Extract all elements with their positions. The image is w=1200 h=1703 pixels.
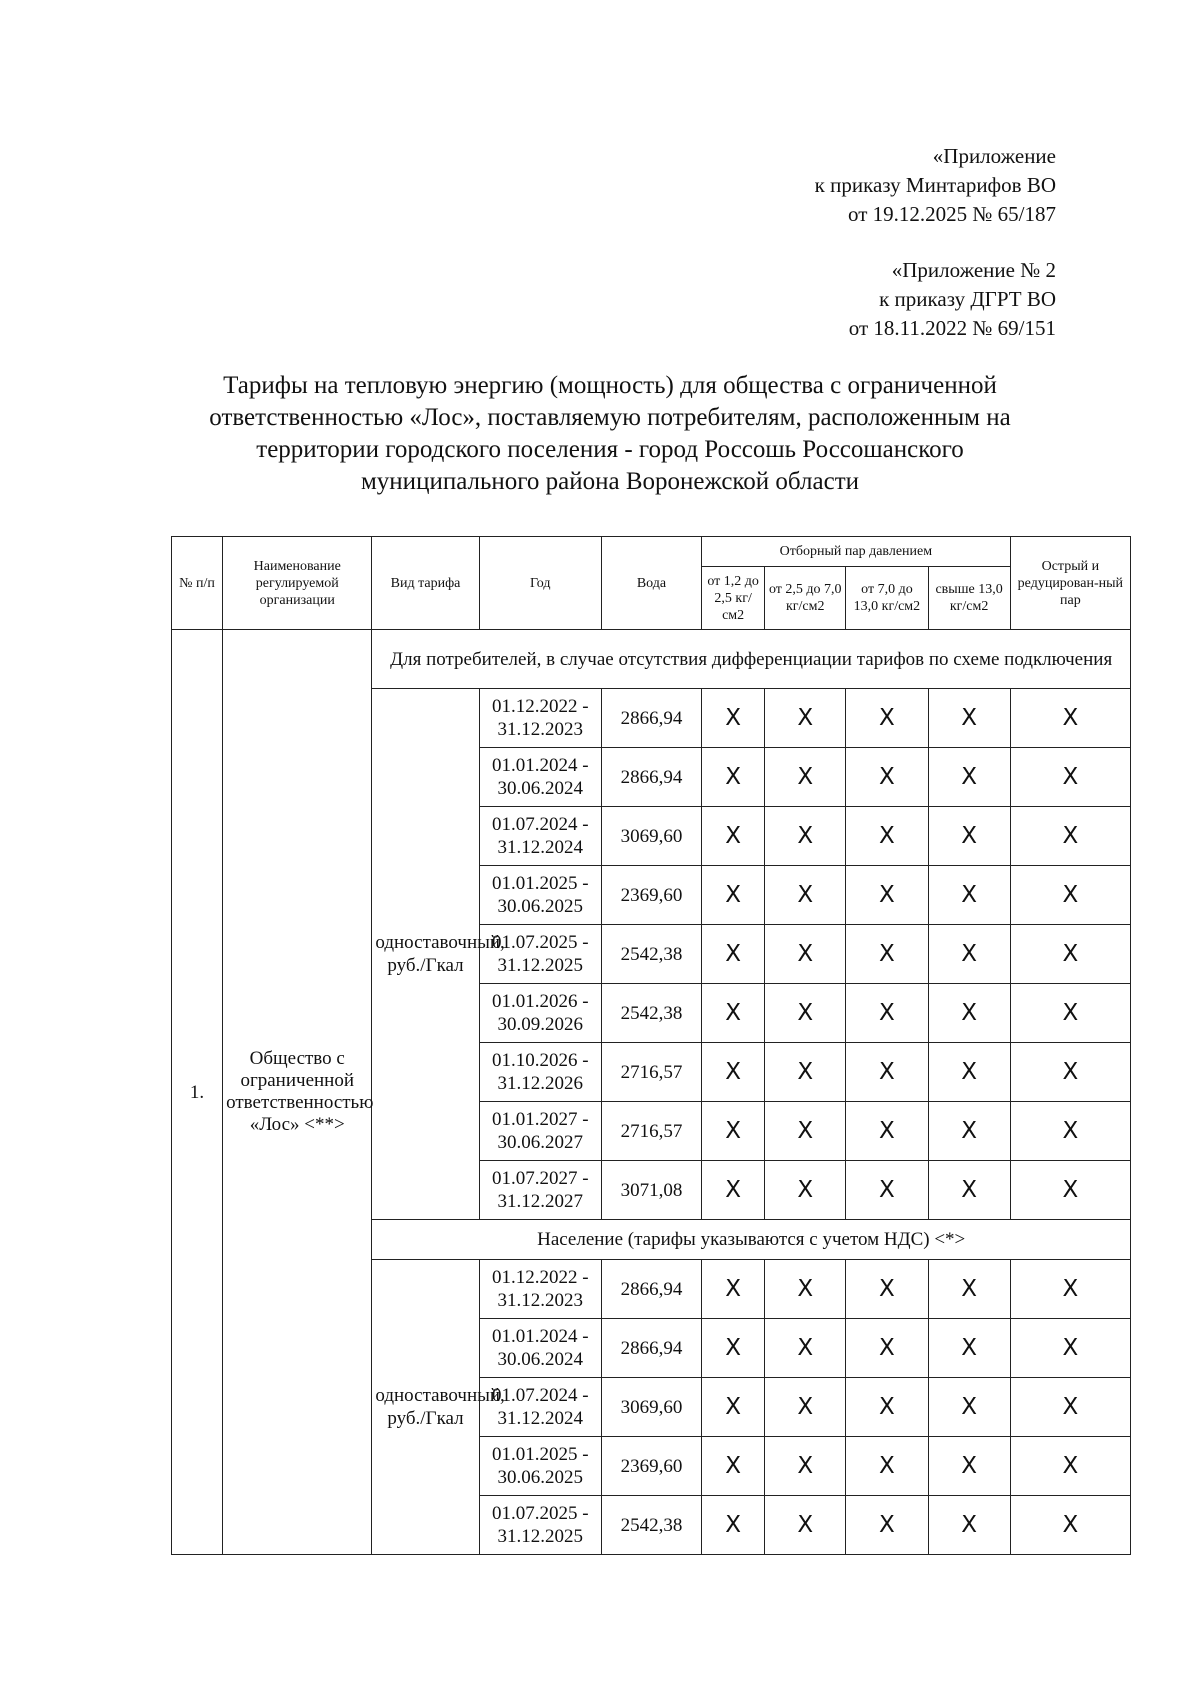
water-tariff-cell: 2369,60 (601, 866, 701, 925)
appendix-header-line: от 18.11.2022 № 69/151 (848, 316, 1056, 340)
not-applicable-mark: X (702, 1043, 765, 1102)
water-tariff-cell: 2369,60 (601, 1437, 701, 1496)
column-header-year: Год (479, 537, 601, 630)
appendix-header-line: от 19.12.2025 № 65/187 (847, 202, 1056, 226)
not-applicable-mark: X (846, 1102, 928, 1161)
not-applicable-mark: X (702, 1496, 765, 1555)
column-header-steam-3: от 7,0 до 13,0 кг/см2 (846, 567, 928, 630)
period-cell: 01.07.2024 - 31.12.2024 (479, 807, 601, 866)
column-header-steam-group: Отборный пар давлением (702, 537, 1011, 567)
period-cell: 01.01.2025 - 30.06.2025 (479, 1437, 601, 1496)
section-label-consumers: Для потребителей, в случае отсутствия дифференциации тарифов по схеме подключения (372, 630, 1131, 689)
not-applicable-mark: X (765, 1378, 846, 1437)
tariff-table (171, 536, 1131, 1555)
period-cell: 01.12.2022 - 31.12.2023 (479, 1260, 601, 1319)
not-applicable-mark: X (702, 925, 765, 984)
not-applicable-mark: X (702, 984, 765, 1043)
period-cell: 01.01.2025 - 30.06.2025 (479, 866, 601, 925)
not-applicable-mark: X (846, 1319, 928, 1378)
period-cell: 01.07.2025 - 31.12.2025 (479, 1496, 601, 1555)
column-header-steam-2: от 2,5 до 7,0 кг/см2 (765, 567, 846, 630)
not-applicable-mark: X (846, 748, 928, 807)
period-cell: 01.01.2024 - 30.06.2024 (479, 748, 601, 807)
not-applicable-mark: X (1010, 689, 1130, 748)
not-applicable-mark: X (846, 1043, 928, 1102)
not-applicable-mark: X (1010, 1260, 1130, 1319)
water-tariff-cell: 2716,57 (601, 1043, 701, 1102)
not-applicable-mark: X (928, 1043, 1010, 1102)
not-applicable-mark: X (928, 689, 1010, 748)
not-applicable-mark: X (846, 1437, 928, 1496)
not-applicable-mark: X (1010, 866, 1130, 925)
column-header-water: Вода (601, 537, 701, 630)
water-tariff-cell: 3069,60 (601, 1378, 701, 1437)
not-applicable-mark: X (765, 1043, 846, 1102)
water-tariff-cell: 2866,94 (601, 1319, 701, 1378)
not-applicable-mark: X (702, 748, 765, 807)
not-applicable-mark: X (765, 807, 846, 866)
period-cell: 01.12.2022 - 31.12.2023 (479, 689, 601, 748)
period-cell: 01.10.2026 - 31.12.2026 (479, 1043, 601, 1102)
water-tariff-cell: 2866,94 (601, 1260, 701, 1319)
not-applicable-mark: X (1010, 748, 1130, 807)
water-tariff-cell: 3069,60 (601, 807, 701, 866)
not-applicable-mark: X (702, 1260, 765, 1319)
not-applicable-mark: X (765, 1260, 846, 1319)
not-applicable-mark: X (846, 984, 928, 1043)
not-applicable-mark: X (928, 866, 1010, 925)
appendix-header-line: «Приложение (932, 144, 1056, 168)
water-tariff-cell: 2866,94 (601, 748, 701, 807)
not-applicable-mark: X (1010, 925, 1130, 984)
not-applicable-mark: X (1010, 1161, 1130, 1220)
period-cell: 01.01.2026 - 30.09.2026 (479, 984, 601, 1043)
not-applicable-mark: X (702, 1319, 765, 1378)
not-applicable-mark: X (928, 1102, 1010, 1161)
not-applicable-mark: X (928, 1161, 1010, 1220)
not-applicable-mark: X (846, 1260, 928, 1319)
column-header-sharp-steam: Острый и редуцирован-ный пар (1010, 537, 1130, 630)
not-applicable-mark: X (1010, 807, 1130, 866)
column-header-org: Наименование регулируемой организации (223, 537, 372, 630)
water-tariff-cell: 2542,38 (601, 1496, 701, 1555)
not-applicable-mark: X (702, 866, 765, 925)
not-applicable-mark: X (702, 1437, 765, 1496)
not-applicable-mark: X (846, 1496, 928, 1555)
not-applicable-mark: X (928, 1496, 1010, 1555)
tariff-table-body (172, 630, 1131, 1555)
not-applicable-mark: X (702, 1378, 765, 1437)
not-applicable-mark: X (928, 807, 1010, 866)
column-header-steam-4: свыше 13,0 кг/см2 (928, 567, 1010, 630)
water-tariff-cell: 3071,08 (601, 1161, 701, 1220)
not-applicable-mark: X (765, 1161, 846, 1220)
not-applicable-mark: X (928, 1437, 1010, 1496)
appendix-header-current (536, 142, 1056, 229)
document-title: Тарифы на тепловую энергию (мощность) для общества с ограниченной ответственностью «Лос», поставляемую потребителям, расположенным на территории городского поселения - город Россошь Россошанского муниципального района Воронежской области (209, 372, 1011, 495)
not-applicable-mark: X (1010, 1378, 1130, 1437)
not-applicable-mark: X (928, 1378, 1010, 1437)
not-applicable-mark: X (846, 866, 928, 925)
not-applicable-mark: X (846, 807, 928, 866)
not-applicable-mark: X (846, 1378, 928, 1437)
water-tariff-cell: 2542,38 (601, 984, 701, 1043)
not-applicable-mark: X (765, 984, 846, 1043)
water-tariff-cell: 2716,57 (601, 1102, 701, 1161)
not-applicable-mark: X (765, 1102, 846, 1161)
not-applicable-mark: X (702, 1161, 765, 1220)
not-applicable-mark: X (1010, 1496, 1130, 1555)
not-applicable-mark: X (928, 925, 1010, 984)
not-applicable-mark: X (702, 807, 765, 866)
not-applicable-mark: X (765, 1319, 846, 1378)
not-applicable-mark: X (846, 1161, 928, 1220)
not-applicable-mark: X (846, 689, 928, 748)
not-applicable-mark: X (928, 748, 1010, 807)
tariff-kind: одноставочный, руб./Гкал (372, 1260, 479, 1555)
not-applicable-mark: X (765, 925, 846, 984)
not-applicable-mark: X (1010, 1043, 1130, 1102)
period-cell: 01.01.2027 - 30.06.2027 (479, 1102, 601, 1161)
row-number: 1. (172, 630, 223, 1555)
tariff-kind: одноставочный, руб./Гкал (372, 689, 479, 1220)
not-applicable-mark: X (846, 925, 928, 984)
not-applicable-mark: X (1010, 984, 1130, 1043)
water-tariff-cell: 2542,38 (601, 925, 701, 984)
organization-name: Общество с ограниченной ответственностью «Лос» <**> (223, 630, 372, 1555)
period-cell: 01.07.2027 - 31.12.2027 (479, 1161, 601, 1220)
not-applicable-mark: X (1010, 1319, 1130, 1378)
column-header-num: № п/п (172, 537, 223, 630)
period-cell: 01.07.2024 - 31.12.2024 (479, 1378, 601, 1437)
appendix-header-line: к приказу ДГРТ ВО (879, 287, 1056, 311)
not-applicable-mark: X (765, 689, 846, 748)
appendix-header-line: «Приложение № 2 (891, 258, 1056, 282)
period-cell: 01.01.2024 - 30.06.2024 (479, 1319, 601, 1378)
not-applicable-mark: X (928, 1260, 1010, 1319)
not-applicable-mark: X (1010, 1437, 1130, 1496)
not-applicable-mark: X (765, 1437, 846, 1496)
not-applicable-mark: X (928, 1319, 1010, 1378)
not-applicable-mark: X (765, 1496, 846, 1555)
column-header-steam-1: от 1,2 до 2,5 кг/см2 (702, 567, 765, 630)
column-header-kind: Вид тарифа (372, 537, 479, 630)
not-applicable-mark: X (928, 984, 1010, 1043)
not-applicable-mark: X (765, 866, 846, 925)
not-applicable-mark: X (1010, 1102, 1130, 1161)
section-label-population: Население (тарифы указываются с учетом НДС) <*> (372, 1220, 1131, 1260)
appendix-header-line: к приказу Минтарифов ВО (814, 173, 1056, 197)
not-applicable-mark: X (765, 748, 846, 807)
not-applicable-mark: X (702, 1102, 765, 1161)
period-cell: 01.07.2025 - 31.12.2025 (479, 925, 601, 984)
not-applicable-mark: X (702, 689, 765, 748)
appendix-header-original (536, 256, 1056, 343)
water-tariff-cell: 2866,94 (601, 689, 701, 748)
